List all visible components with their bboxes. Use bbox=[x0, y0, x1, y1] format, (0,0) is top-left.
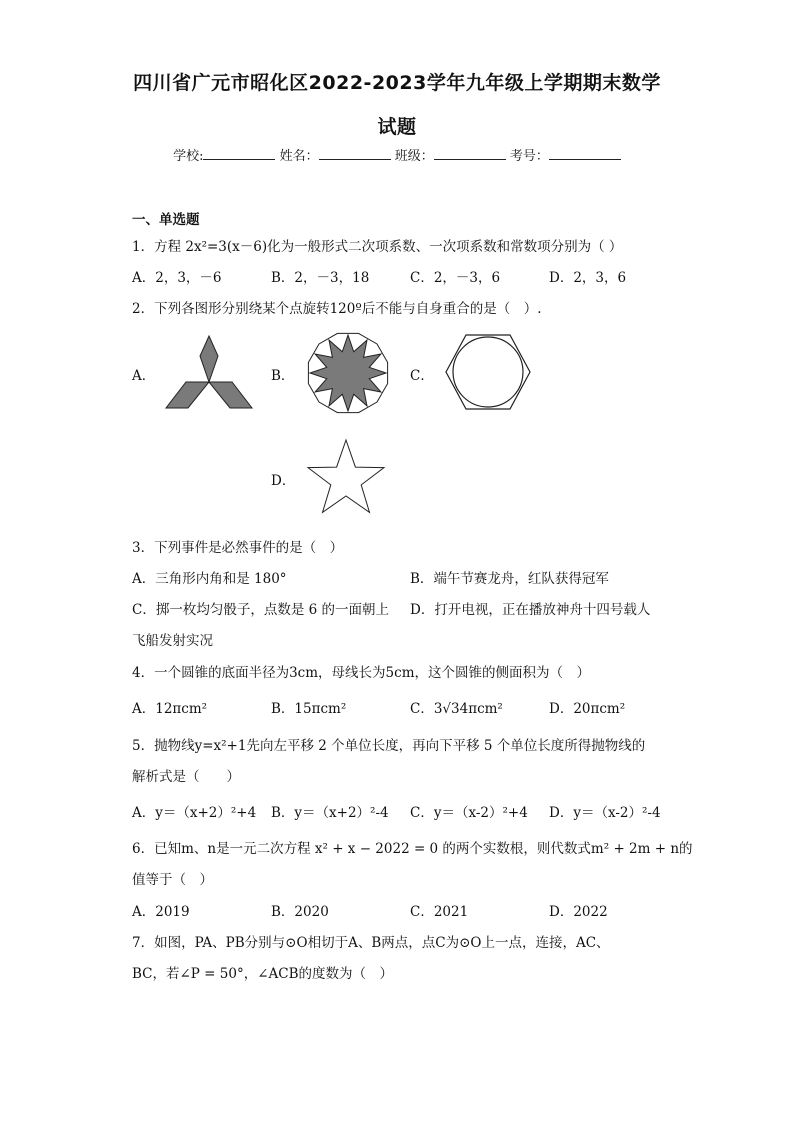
q1-option-c[interactable]: C．2，－3，6 bbox=[410, 270, 501, 286]
q6-option-a[interactable]: A．2019 bbox=[132, 904, 190, 920]
school-label: 学校: bbox=[173, 149, 204, 164]
q3-option-c[interactable]: C．掷一枚均匀骰子，点数是 6 的一面朝上 bbox=[132, 602, 390, 618]
q4-option-a[interactable]: A．12πcm² bbox=[132, 701, 208, 717]
q6-option-d[interactable]: D．2022 bbox=[549, 904, 608, 920]
name-blank[interactable] bbox=[319, 147, 391, 160]
q1-option-d[interactable]: D．2，3，6 bbox=[549, 270, 627, 286]
exam-no-blank[interactable] bbox=[549, 147, 621, 160]
q5-option-b[interactable]: B．y＝（x+2）²-4 bbox=[271, 805, 389, 821]
exam-no-label: 考号： bbox=[509, 149, 549, 164]
q1-stem: 1．方程 2x²=3(x－6)化为一般形式二次项系数、一次项系数和常数项分别为（ ） bbox=[132, 239, 623, 255]
q2-option-d[interactable]: D． bbox=[271, 473, 296, 489]
star-polygon-figure bbox=[304, 330, 392, 416]
q2-option-c[interactable]: C． bbox=[410, 368, 434, 384]
q5-option-d[interactable]: D．y＝（x-2）²-4 bbox=[549, 805, 661, 821]
hexagon-circle-figure bbox=[444, 333, 532, 411]
exam-title-line2: 试题 bbox=[377, 116, 417, 138]
school-blank[interactable] bbox=[203, 147, 275, 160]
q5-option-a[interactable]: A．y＝（x+2）²+4 bbox=[132, 805, 257, 821]
class-label: 班级： bbox=[394, 149, 434, 164]
q1-option-b[interactable]: B．2，－3，18 bbox=[271, 270, 370, 286]
five-point-star-figure bbox=[304, 436, 388, 518]
q5-stem-continued: 解析式是（ ） bbox=[132, 769, 240, 785]
mitsubishi-figure bbox=[162, 330, 256, 412]
section-heading: 一、单选题 bbox=[132, 212, 200, 228]
q4-option-d[interactable]: D．20πcm² bbox=[549, 701, 626, 717]
q7-stem-continued: BC，若∠P = 50°，∠ACB的度数为（ ） bbox=[132, 966, 394, 982]
q2-stem: 2．下列各图形分别绕某个点旋转120º后不能与自身重合的是（ ）. bbox=[132, 301, 542, 317]
q4-stem: 4．一个圆锥的底面半径为3cm，母线长为5cm，这个圆锥的侧面积为（ ） bbox=[132, 665, 590, 681]
q3-option-d-continued: 飞船发射实况 bbox=[132, 633, 213, 649]
q3-option-a[interactable]: A．三角形内角和是 180° bbox=[132, 571, 287, 587]
exam-title: 四川省广元市昭化区2022-2023学年九年级上学期期末数学 bbox=[133, 72, 661, 94]
q5-stem: 5．抛物线y=x²+1先向左平移 2 个单位长度，再向下平移 5 个单位长度所得抛物线的 bbox=[132, 738, 646, 754]
q3-option-b[interactable]: B．端午节赛龙舟，红队获得冠军 bbox=[410, 571, 609, 587]
q6-option-b[interactable]: B．2020 bbox=[271, 904, 329, 920]
q2-option-b[interactable]: B． bbox=[271, 368, 295, 384]
q7-stem: 7．如图，PA、PB分别与⊙O相切于A、B两点，点C为⊙O上一点，连接，AC、 bbox=[132, 935, 610, 951]
q5-option-c[interactable]: C．y＝（x-2）²+4 bbox=[410, 805, 528, 821]
q4-option-b[interactable]: B．15πcm² bbox=[271, 701, 347, 717]
class-blank[interactable] bbox=[434, 147, 506, 160]
q6-stem: 6．已知m、n是一元二次方程 x² + x − 2022 = 0 的两个实数根，则代数式m² + 2m + n的 bbox=[132, 841, 693, 857]
q1-option-a[interactable]: A．2，3，－6 bbox=[132, 270, 222, 286]
q6-option-c[interactable]: C．2021 bbox=[410, 904, 469, 920]
q3-option-d[interactable]: D．打开电视，正在播放神舟十四号载人 bbox=[410, 602, 651, 618]
q3-stem: 3．下列事件是必然事件的是（ ） bbox=[132, 540, 344, 556]
name-label: 姓名： bbox=[279, 149, 319, 164]
q6-stem-continued: 值等于（ ） bbox=[132, 872, 213, 888]
q2-option-a[interactable]: A． bbox=[132, 368, 156, 384]
student-info-row bbox=[0, 145, 794, 164]
q4-option-c[interactable]: C．3√34πcm² bbox=[410, 701, 503, 717]
